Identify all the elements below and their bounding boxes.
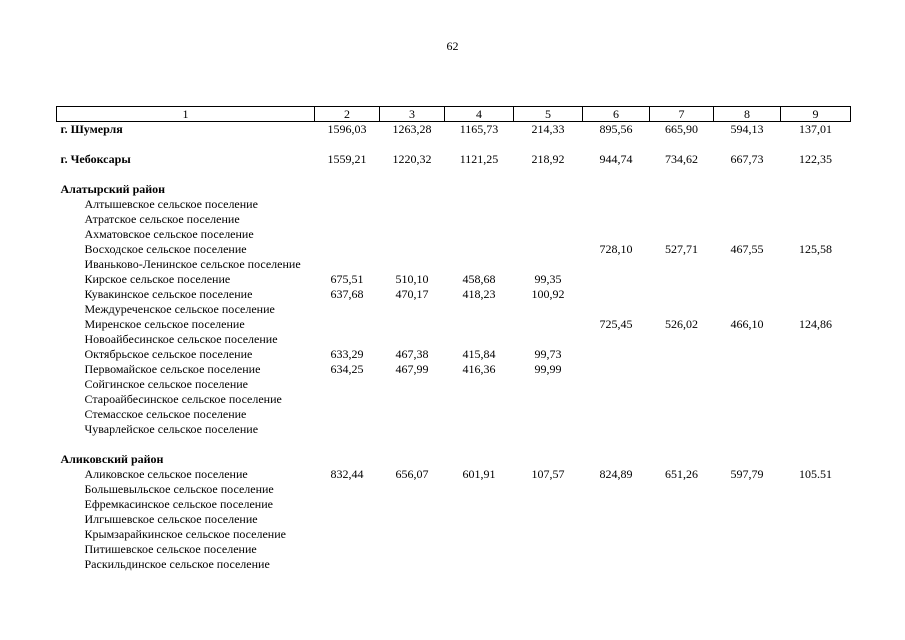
column-header-2: 2 [315, 107, 380, 122]
value-cell-col-7: 734,62 [665, 152, 698, 166]
value-cell-col-4 [445, 182, 514, 197]
value-cell-col-9 [781, 422, 851, 437]
value-cell-col-2 [315, 542, 380, 557]
table-row [57, 392, 851, 407]
value-cell-col-7 [650, 272, 714, 287]
table-row [57, 467, 851, 482]
value-cell-col-3: 1220,32 [392, 152, 432, 166]
value-cell-col-8 [714, 347, 781, 362]
value-cell-col-2 [315, 392, 380, 407]
value-cell-col-3 [380, 527, 445, 542]
value-cell-col-6: 728,10 [599, 242, 633, 256]
value-cell-col-4 [445, 242, 514, 257]
value-cell-col-2 [315, 482, 380, 497]
value-cell-col-4 [445, 227, 514, 242]
settlement-name: Крымзарайкинское сельское поселение [84, 527, 286, 541]
value-cell-col-6 [583, 482, 650, 497]
table-row [57, 272, 851, 287]
value-cell-col-4 [445, 482, 514, 497]
value-cell-col-9 [781, 557, 851, 572]
value-cell-col-2 [315, 242, 380, 257]
value-cell-col-7 [650, 527, 714, 542]
value-cell-col-6 [583, 362, 650, 377]
value-cell-col-5 [514, 332, 583, 347]
value-cell-col-3: 467,99 [395, 362, 429, 376]
value-cell-col-2: 634,25 [330, 362, 364, 376]
value-cell-col-9: 124,86 [799, 317, 832, 331]
value-cell-col-4: 416,36 [462, 362, 496, 376]
settlement-name: Ефремкасинское сельское поселение [84, 497, 273, 511]
value-cell-col-2 [315, 227, 380, 242]
value-cell-col-8 [714, 332, 781, 347]
settlement-name: Питишевское сельское поселение [84, 542, 257, 556]
value-cell-col-8 [714, 182, 781, 197]
value-cell-col-8: 467,55 [730, 242, 764, 256]
value-cell-col-9 [781, 392, 851, 407]
value-cell-col-6 [583, 512, 650, 527]
value-cell-col-8 [714, 272, 781, 287]
value-cell-col-9 [781, 257, 851, 272]
value-cell-col-8 [714, 542, 781, 557]
value-cell-col-4 [445, 257, 514, 272]
value-cell-col-7: 665,90 [665, 122, 698, 136]
value-cell-col-5 [514, 227, 583, 242]
value-cell-col-6: 725,45 [599, 317, 633, 331]
column-header-4: 4 [445, 107, 514, 122]
value-cell-col-4 [445, 197, 514, 212]
value-cell-col-7: 651,26 [665, 467, 698, 481]
value-cell-col-2: 637,68 [330, 287, 364, 301]
table-row [57, 527, 851, 542]
value-cell-col-5: 99,35 [534, 272, 562, 286]
value-cell-col-2 [315, 302, 380, 317]
value-cell-col-7 [650, 287, 714, 302]
value-cell-col-2 [315, 317, 380, 332]
value-cell-col-8: 466,10 [730, 317, 764, 331]
value-cell-col-8 [714, 497, 781, 512]
value-cell-col-6 [583, 302, 650, 317]
value-cell-col-5 [514, 407, 583, 422]
settlement-name: Первомайское сельское поселение [84, 362, 261, 376]
value-cell-col-7 [650, 557, 714, 572]
value-cell-col-4: 418,23 [462, 287, 496, 301]
section-heading: Алатырский район [60, 182, 166, 196]
value-cell-col-6 [583, 347, 650, 362]
value-cell-col-6 [583, 332, 650, 347]
settlement-name: Алтышевское сельское поселение [84, 197, 258, 211]
value-cell-col-8 [714, 482, 781, 497]
settlement-name: Междуреченское сельское поселение [84, 302, 275, 316]
value-cell-col-3 [380, 512, 445, 527]
value-cell-col-7 [650, 377, 714, 392]
column-header-3: 3 [380, 107, 445, 122]
spacer-row [57, 137, 851, 152]
value-cell-col-7 [650, 482, 714, 497]
value-cell-col-2: 832,44 [330, 467, 364, 481]
value-cell-col-9 [781, 512, 851, 527]
value-cell-col-4 [445, 407, 514, 422]
settlement-name: Илгышевское сельское поселение [84, 512, 258, 526]
value-cell-col-7 [650, 362, 714, 377]
value-cell-col-4: 601,91 [462, 467, 496, 481]
value-cell-col-9 [781, 182, 851, 197]
table-row [57, 482, 851, 497]
value-cell-col-6 [583, 542, 650, 557]
value-cell-col-4 [445, 557, 514, 572]
value-cell-col-6 [583, 287, 650, 302]
spacer-row [57, 167, 851, 182]
value-cell-col-6 [583, 257, 650, 272]
value-cell-col-9 [781, 542, 851, 557]
value-cell-col-8 [714, 197, 781, 212]
value-cell-col-5 [514, 182, 583, 197]
settlement-name: Аликовское сельское поселение [84, 467, 248, 481]
table-row [57, 227, 851, 242]
value-cell-col-2 [315, 452, 380, 467]
value-cell-col-9: 122,35 [799, 152, 832, 166]
value-cell-col-4 [445, 392, 514, 407]
settlement-name: Большевыльское сельское поселение [84, 482, 274, 496]
value-cell-col-3 [380, 557, 445, 572]
value-cell-col-5 [514, 527, 583, 542]
value-cell-col-5 [514, 422, 583, 437]
value-cell-col-8 [714, 302, 781, 317]
value-cell-col-5 [514, 482, 583, 497]
value-cell-col-5 [514, 212, 583, 227]
value-cell-col-9: 137,01 [799, 122, 832, 136]
value-cell-col-7 [650, 497, 714, 512]
spacer-cell [57, 167, 851, 182]
value-cell-col-2 [315, 182, 380, 197]
value-cell-col-2 [315, 527, 380, 542]
value-cell-col-7 [650, 422, 714, 437]
table-header [57, 107, 851, 122]
value-cell-col-5 [514, 317, 583, 332]
value-cell-col-2 [315, 212, 380, 227]
value-cell-col-8 [714, 287, 781, 302]
spacer-cell [57, 437, 851, 452]
value-cell-col-5: 100,92 [531, 287, 565, 301]
value-cell-col-3: 1263,28 [392, 122, 432, 136]
value-cell-col-3 [380, 482, 445, 497]
value-cell-col-7 [650, 257, 714, 272]
section-heading: г. Чебоксары [60, 152, 131, 166]
spacer-row [57, 437, 851, 452]
value-cell-col-9 [781, 377, 851, 392]
value-cell-col-2 [315, 332, 380, 347]
column-header-7: 7 [650, 107, 714, 122]
column-header-9: 9 [781, 107, 851, 122]
table-row [57, 377, 851, 392]
value-cell-col-8 [714, 407, 781, 422]
value-cell-col-5 [514, 512, 583, 527]
value-cell-col-2 [315, 257, 380, 272]
value-cell-col-5 [514, 542, 583, 557]
value-cell-col-9 [781, 287, 851, 302]
value-cell-col-3 [380, 257, 445, 272]
value-cell-col-8 [714, 557, 781, 572]
value-cell-col-2: 675,51 [330, 272, 364, 286]
value-cell-col-5 [514, 242, 583, 257]
column-header-5: 5 [514, 107, 583, 122]
value-cell-col-9: 105.51 [799, 467, 832, 481]
value-cell-col-6 [583, 452, 650, 467]
value-cell-col-9 [781, 497, 851, 512]
value-cell-col-4: 458,68 [462, 272, 496, 286]
header-row [57, 107, 851, 122]
value-cell-col-5 [514, 377, 583, 392]
data-table [56, 106, 851, 572]
value-cell-col-6: 824,89 [599, 467, 633, 481]
value-cell-col-8 [714, 392, 781, 407]
value-cell-col-8 [714, 362, 781, 377]
section-heading: г. Шумерля [60, 122, 123, 136]
value-cell-col-7: 526,02 [665, 317, 698, 331]
value-cell-col-4 [445, 212, 514, 227]
value-cell-col-6 [583, 422, 650, 437]
settlement-name: Староайбесинское сельское поселение [84, 392, 282, 406]
table-row [57, 302, 851, 317]
table-body [57, 122, 851, 573]
value-cell-col-5 [514, 497, 583, 512]
table-row [57, 242, 851, 257]
table-row [57, 512, 851, 527]
value-cell-col-4 [445, 332, 514, 347]
value-cell-col-4: 1121,25 [459, 152, 499, 166]
value-cell-col-7 [650, 512, 714, 527]
value-cell-col-3: 467,38 [395, 347, 429, 361]
value-cell-col-2 [315, 407, 380, 422]
value-cell-col-2 [315, 377, 380, 392]
settlement-name: Новоайбесинское сельское поселение [84, 332, 278, 346]
value-cell-col-6 [583, 197, 650, 212]
value-cell-col-9 [781, 527, 851, 542]
value-cell-col-8: 597,79 [730, 467, 764, 481]
settlement-name: Кирское сельское поселение [84, 272, 231, 286]
settlement-name: Стемасское сельское поселение [84, 407, 247, 421]
value-cell-col-6 [583, 407, 650, 422]
value-cell-col-2 [315, 557, 380, 572]
column-header-6: 6 [583, 107, 650, 122]
settlement-name: Ахматовское сельское поселение [84, 227, 254, 241]
value-cell-col-8 [714, 422, 781, 437]
value-cell-col-4 [445, 542, 514, 557]
table-row [57, 422, 851, 437]
value-cell-col-5 [514, 452, 583, 467]
value-cell-col-7 [650, 452, 714, 467]
value-cell-col-8 [714, 377, 781, 392]
section-heading: Аликовский район [60, 452, 164, 466]
value-cell-col-6 [583, 272, 650, 287]
value-cell-col-7 [650, 302, 714, 317]
page-number: 62 [446, 39, 459, 53]
value-cell-col-4 [445, 452, 514, 467]
value-cell-col-3 [380, 197, 445, 212]
value-cell-col-5: 99,99 [534, 362, 562, 376]
table-row [57, 347, 851, 362]
section-heading-row [57, 182, 851, 197]
value-cell-col-6 [583, 377, 650, 392]
value-cell-col-3 [380, 317, 445, 332]
value-cell-col-7 [650, 197, 714, 212]
value-cell-col-6 [583, 227, 650, 242]
settlement-name: Сойгинское сельское поселение [84, 377, 248, 391]
value-cell-col-3 [380, 227, 445, 242]
value-cell-col-4 [445, 527, 514, 542]
value-cell-col-3: 510,10 [395, 272, 429, 286]
value-cell-col-6: 895,56 [599, 122, 633, 136]
value-cell-col-9 [781, 272, 851, 287]
value-cell-col-2 [315, 512, 380, 527]
column-header-8: 8 [714, 107, 781, 122]
section-heading-row [57, 122, 851, 138]
value-cell-col-4 [445, 317, 514, 332]
value-cell-col-3 [380, 182, 445, 197]
value-cell-col-4 [445, 302, 514, 317]
value-cell-col-7 [650, 392, 714, 407]
value-cell-col-3: 470,17 [395, 287, 429, 301]
value-cell-col-5 [514, 392, 583, 407]
value-cell-col-3: 656,07 [395, 467, 429, 481]
value-cell-col-7 [650, 212, 714, 227]
value-cell-col-4 [445, 512, 514, 527]
value-cell-col-9 [781, 407, 851, 422]
settlement-name: Кувакинское сельское поселение [84, 287, 253, 301]
spacer-cell [57, 137, 851, 152]
value-cell-col-8 [714, 257, 781, 272]
value-cell-col-3 [380, 332, 445, 347]
value-cell-col-9 [781, 362, 851, 377]
value-cell-col-9 [781, 302, 851, 317]
value-cell-col-5: 218,92 [531, 152, 565, 166]
table-row [57, 287, 851, 302]
value-cell-col-4 [445, 497, 514, 512]
value-cell-col-3 [380, 542, 445, 557]
value-cell-col-6 [583, 557, 650, 572]
value-cell-col-7 [650, 332, 714, 347]
value-cell-col-5: 99,73 [534, 347, 562, 361]
table-row [57, 407, 851, 422]
value-cell-col-7 [650, 347, 714, 362]
value-cell-col-6 [583, 212, 650, 227]
table-row [57, 362, 851, 377]
table-row [57, 212, 851, 227]
value-cell-col-2: 1596,03 [327, 122, 367, 136]
table-row [57, 497, 851, 512]
value-cell-col-3 [380, 452, 445, 467]
value-cell-col-7 [650, 182, 714, 197]
value-cell-col-3 [380, 242, 445, 257]
table-row [57, 257, 851, 272]
table-row [57, 557, 851, 572]
section-heading-row [57, 152, 851, 167]
value-cell-col-3 [380, 422, 445, 437]
value-cell-col-5 [514, 302, 583, 317]
value-cell-col-4 [445, 422, 514, 437]
value-cell-col-9 [781, 452, 851, 467]
value-cell-col-6 [583, 392, 650, 407]
value-cell-col-3 [380, 497, 445, 512]
value-cell-col-6 [583, 527, 650, 542]
settlement-name: Чуварлейское сельское поселение [84, 422, 259, 436]
settlement-name: Восходское сельское поселение [84, 242, 247, 256]
value-cell-col-4: 415,84 [462, 347, 496, 361]
value-cell-col-8: 594,13 [730, 122, 764, 136]
value-cell-col-2 [315, 197, 380, 212]
value-cell-col-3 [380, 407, 445, 422]
value-cell-col-4 [445, 377, 514, 392]
value-cell-col-9: 125,58 [799, 242, 832, 256]
value-cell-col-5 [514, 257, 583, 272]
column-header-1: 1 [57, 107, 315, 122]
value-cell-col-9 [781, 227, 851, 242]
value-cell-col-3 [380, 392, 445, 407]
value-cell-col-6 [583, 497, 650, 512]
value-cell-col-7 [650, 542, 714, 557]
value-cell-col-9 [781, 212, 851, 227]
table-row [57, 542, 851, 557]
value-cell-col-8 [714, 227, 781, 242]
value-cell-col-8 [714, 212, 781, 227]
table-row [57, 332, 851, 347]
section-heading-row [57, 452, 851, 467]
value-cell-col-4: 1165,73 [459, 122, 499, 136]
value-cell-col-5 [514, 197, 583, 212]
value-cell-col-5 [514, 557, 583, 572]
value-cell-col-9 [781, 197, 851, 212]
value-cell-col-7: 527,71 [665, 242, 698, 256]
value-cell-col-5: 107,57 [531, 467, 565, 481]
settlement-name: Миренское сельское поселение [84, 317, 245, 331]
value-cell-col-5: 214,33 [531, 122, 565, 136]
settlement-name: Октябрьское сельское поселение [84, 347, 253, 361]
value-cell-col-6: 944,74 [599, 152, 633, 166]
value-cell-col-9 [781, 347, 851, 362]
value-cell-col-3 [380, 377, 445, 392]
value-cell-col-6 [583, 182, 650, 197]
value-cell-col-2: 1559,21 [327, 152, 367, 166]
table-row [57, 197, 851, 212]
settlement-name: Атратское сельское поселение [84, 212, 240, 226]
value-cell-col-7 [650, 407, 714, 422]
settlement-name: Иваньково-Ленинское сельское поселение [84, 257, 301, 271]
value-cell-col-8 [714, 527, 781, 542]
value-cell-col-8 [714, 512, 781, 527]
value-cell-col-8 [714, 452, 781, 467]
value-cell-col-7 [650, 227, 714, 242]
value-cell-col-2: 633,29 [330, 347, 364, 361]
value-cell-col-3 [380, 302, 445, 317]
table-row [57, 317, 851, 332]
value-cell-col-2 [315, 422, 380, 437]
value-cell-col-9 [781, 332, 851, 347]
value-cell-col-2 [315, 497, 380, 512]
value-cell-col-8: 667,73 [730, 152, 764, 166]
value-cell-col-3 [380, 212, 445, 227]
value-cell-col-9 [781, 482, 851, 497]
settlement-name: Раскильдинское сельское поселение [84, 557, 270, 571]
